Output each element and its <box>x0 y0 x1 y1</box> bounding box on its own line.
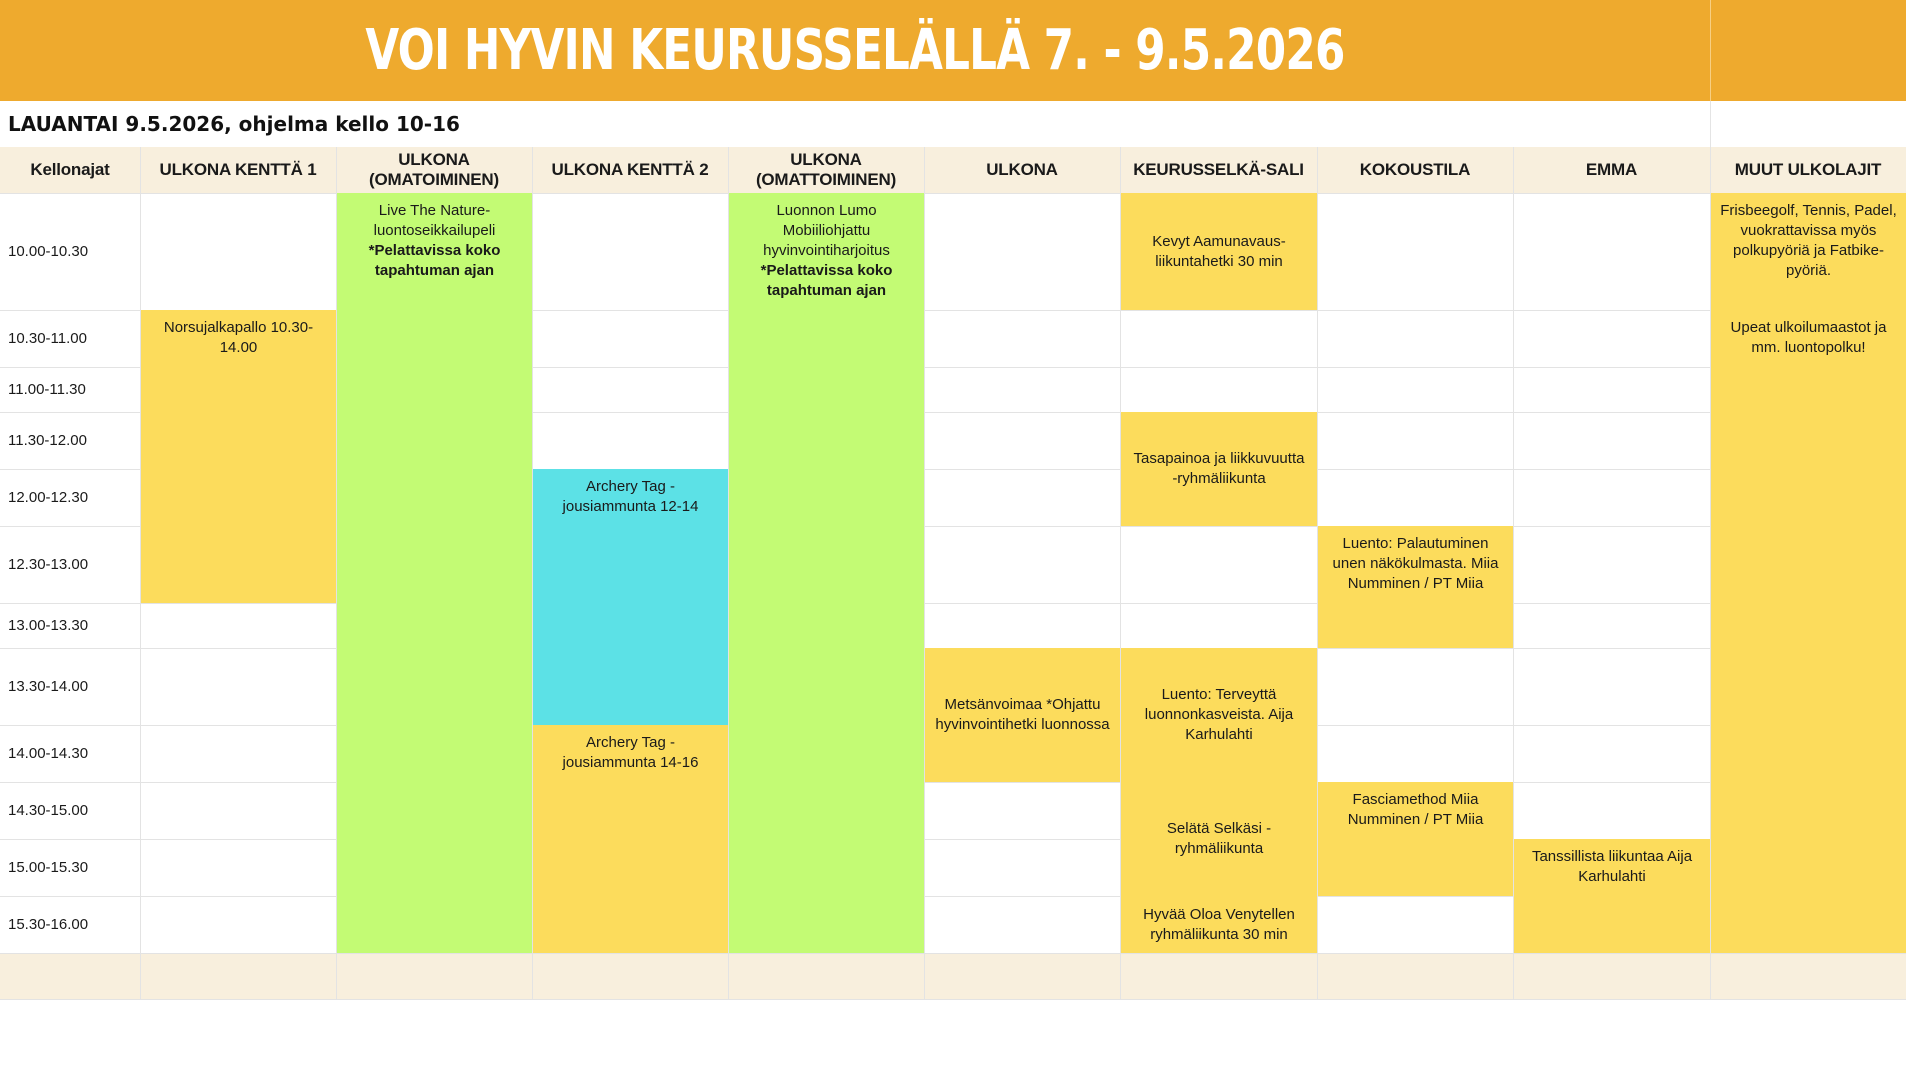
event-note: *Pelattavissa koko tapahtuman ajan <box>760 262 893 299</box>
event-text <box>1326 790 1505 830</box>
event-block <box>1121 782 1317 896</box>
event-block <box>141 310 336 603</box>
event-block <box>1711 310 1906 953</box>
event-title: Archery Tag -jousiammunta 14-16 <box>562 734 699 771</box>
time-slot: 14.30-15.00 <box>0 782 140 839</box>
grid-line-horizontal <box>0 193 1906 194</box>
event-block <box>925 648 1120 782</box>
event-block <box>729 193 924 953</box>
grid-line-horizontal <box>0 953 1906 954</box>
event-title: Kevyt Aamunavaus-liikuntahetki 30 min <box>1152 232 1286 270</box>
event-title: Selätä Selkäsi -ryhmäliikunta <box>1166 820 1272 857</box>
event-text <box>933 695 1112 735</box>
time-slot: 13.00-13.30 <box>0 603 140 648</box>
event-title: Frisbeegolf, Tennis, Padel, vuokrattavissa myös polkupyöriä ja Fatbike-pyöriä. <box>1720 202 1897 279</box>
page-title: VOI HYVIN KEURUSSELÄLLÄ 7. - 9.5.2026 <box>365 18 1345 83</box>
event-text <box>737 201 916 301</box>
event-text <box>1326 534 1505 594</box>
time-slot: 11.30-12.00 <box>0 412 140 469</box>
grid-line-vertical <box>924 147 925 999</box>
grid-line-horizontal <box>0 603 1906 604</box>
time-slot: 15.00-15.30 <box>0 839 140 896</box>
day-subheader <box>0 101 1906 147</box>
column-header: ULKONA (OMATTOIMINEN) <box>728 147 924 193</box>
event-text <box>1129 685 1309 745</box>
event-block <box>533 725 728 953</box>
event-block <box>1121 896 1317 953</box>
column-header: ULKONA KENTTÄ 1 <box>140 147 336 193</box>
event-text <box>1522 847 1702 887</box>
header-divider <box>1710 0 1711 101</box>
schedule-grid <box>0 147 1906 997</box>
event-text <box>1719 318 1898 358</box>
grid-line-horizontal <box>0 782 1906 783</box>
event-title: Live The Nature-luontoseikkailupeli <box>373 202 496 239</box>
event-title: Tasapainoa ja liikkuvuutta -ryhmäliikunta <box>1133 450 1305 487</box>
time-slot: 15.30-16.00 <box>0 896 140 953</box>
column-header: MUUT ULKOLAJIT <box>1710 147 1906 193</box>
event-text <box>149 318 328 358</box>
event-text <box>541 477 720 517</box>
event-note: *Pelattavissa koko tapahtuman ajan <box>368 242 501 279</box>
event-block <box>1514 839 1710 953</box>
time-slot: 12.00-12.30 <box>0 469 140 526</box>
column-header: ULKONA KENTTÄ 2 <box>532 147 728 193</box>
event-title: Luento: Terveyttä luonnonkasveista. Aija Karhulahti <box>1144 686 1294 743</box>
event-block <box>1121 412 1317 526</box>
event-text <box>1129 819 1309 859</box>
event-block <box>533 469 728 725</box>
footer-band <box>0 953 1906 999</box>
event-block <box>337 193 532 953</box>
event-title: Tanssillista liikuntaa Aija Karhulahti <box>1531 848 1693 885</box>
event-title: Luonnon Lumo Mobiiliohjattu hyvinvointiharjoitus <box>763 202 890 259</box>
event-text <box>541 733 720 773</box>
column-header: EMMA <box>1513 147 1710 193</box>
time-slot: 13.30-14.00 <box>0 648 140 725</box>
event-title: Archery Tag -jousiammunta 12-14 <box>562 478 699 515</box>
column-header: ULKONA <box>924 147 1120 193</box>
time-slot: 11.00-11.30 <box>0 367 140 412</box>
subheader-divider <box>1710 101 1711 147</box>
event-text <box>1129 449 1309 489</box>
event-text <box>1129 905 1309 945</box>
event-title: Metsänvoimaa *Ohjattu hyvinvointihetki luonnossa <box>935 696 1110 733</box>
column-header: KEURUSSELKÄ-SALI <box>1120 147 1317 193</box>
grid-line-horizontal <box>0 999 1906 1000</box>
event-text <box>1129 232 1309 272</box>
event-title: Upeat ulkoilumaastot ja mm. luontopolku! <box>1730 319 1887 356</box>
day-title: LAUANTAI 9.5.2026, ohjelma kello 10-16 <box>8 112 460 136</box>
event-block <box>1121 648 1317 782</box>
event-title: Luento: Palautuminen unen näkökulmasta. Miia Numminen / PT Miia <box>1332 535 1499 592</box>
column-header: Kellonajat <box>0 147 140 193</box>
event-block <box>1318 782 1513 896</box>
event-text <box>1719 201 1898 281</box>
event-title: Norsujalkapallo 10.30-14.00 <box>163 319 314 356</box>
column-header: ULKONA (OMATOIMINEN) <box>336 147 532 193</box>
time-slot: 10.00-10.30 <box>0 193 140 310</box>
header-banner <box>0 0 1906 101</box>
column-header: KOKOUSTILA <box>1317 147 1513 193</box>
event-block <box>1318 526 1513 648</box>
event-block <box>1121 193 1317 310</box>
time-slot: 10.30-11.00 <box>0 310 140 367</box>
event-title: Hyvää Oloa Venytellen ryhmäliikunta 30 min <box>1143 905 1295 943</box>
event-block <box>1711 193 1906 310</box>
event-text <box>345 201 524 281</box>
event-title: Fasciamethod Miia Numminen / PT Miia <box>1347 791 1484 828</box>
time-slot: 12.30-13.00 <box>0 526 140 603</box>
time-slot: 14.00-14.30 <box>0 725 140 782</box>
